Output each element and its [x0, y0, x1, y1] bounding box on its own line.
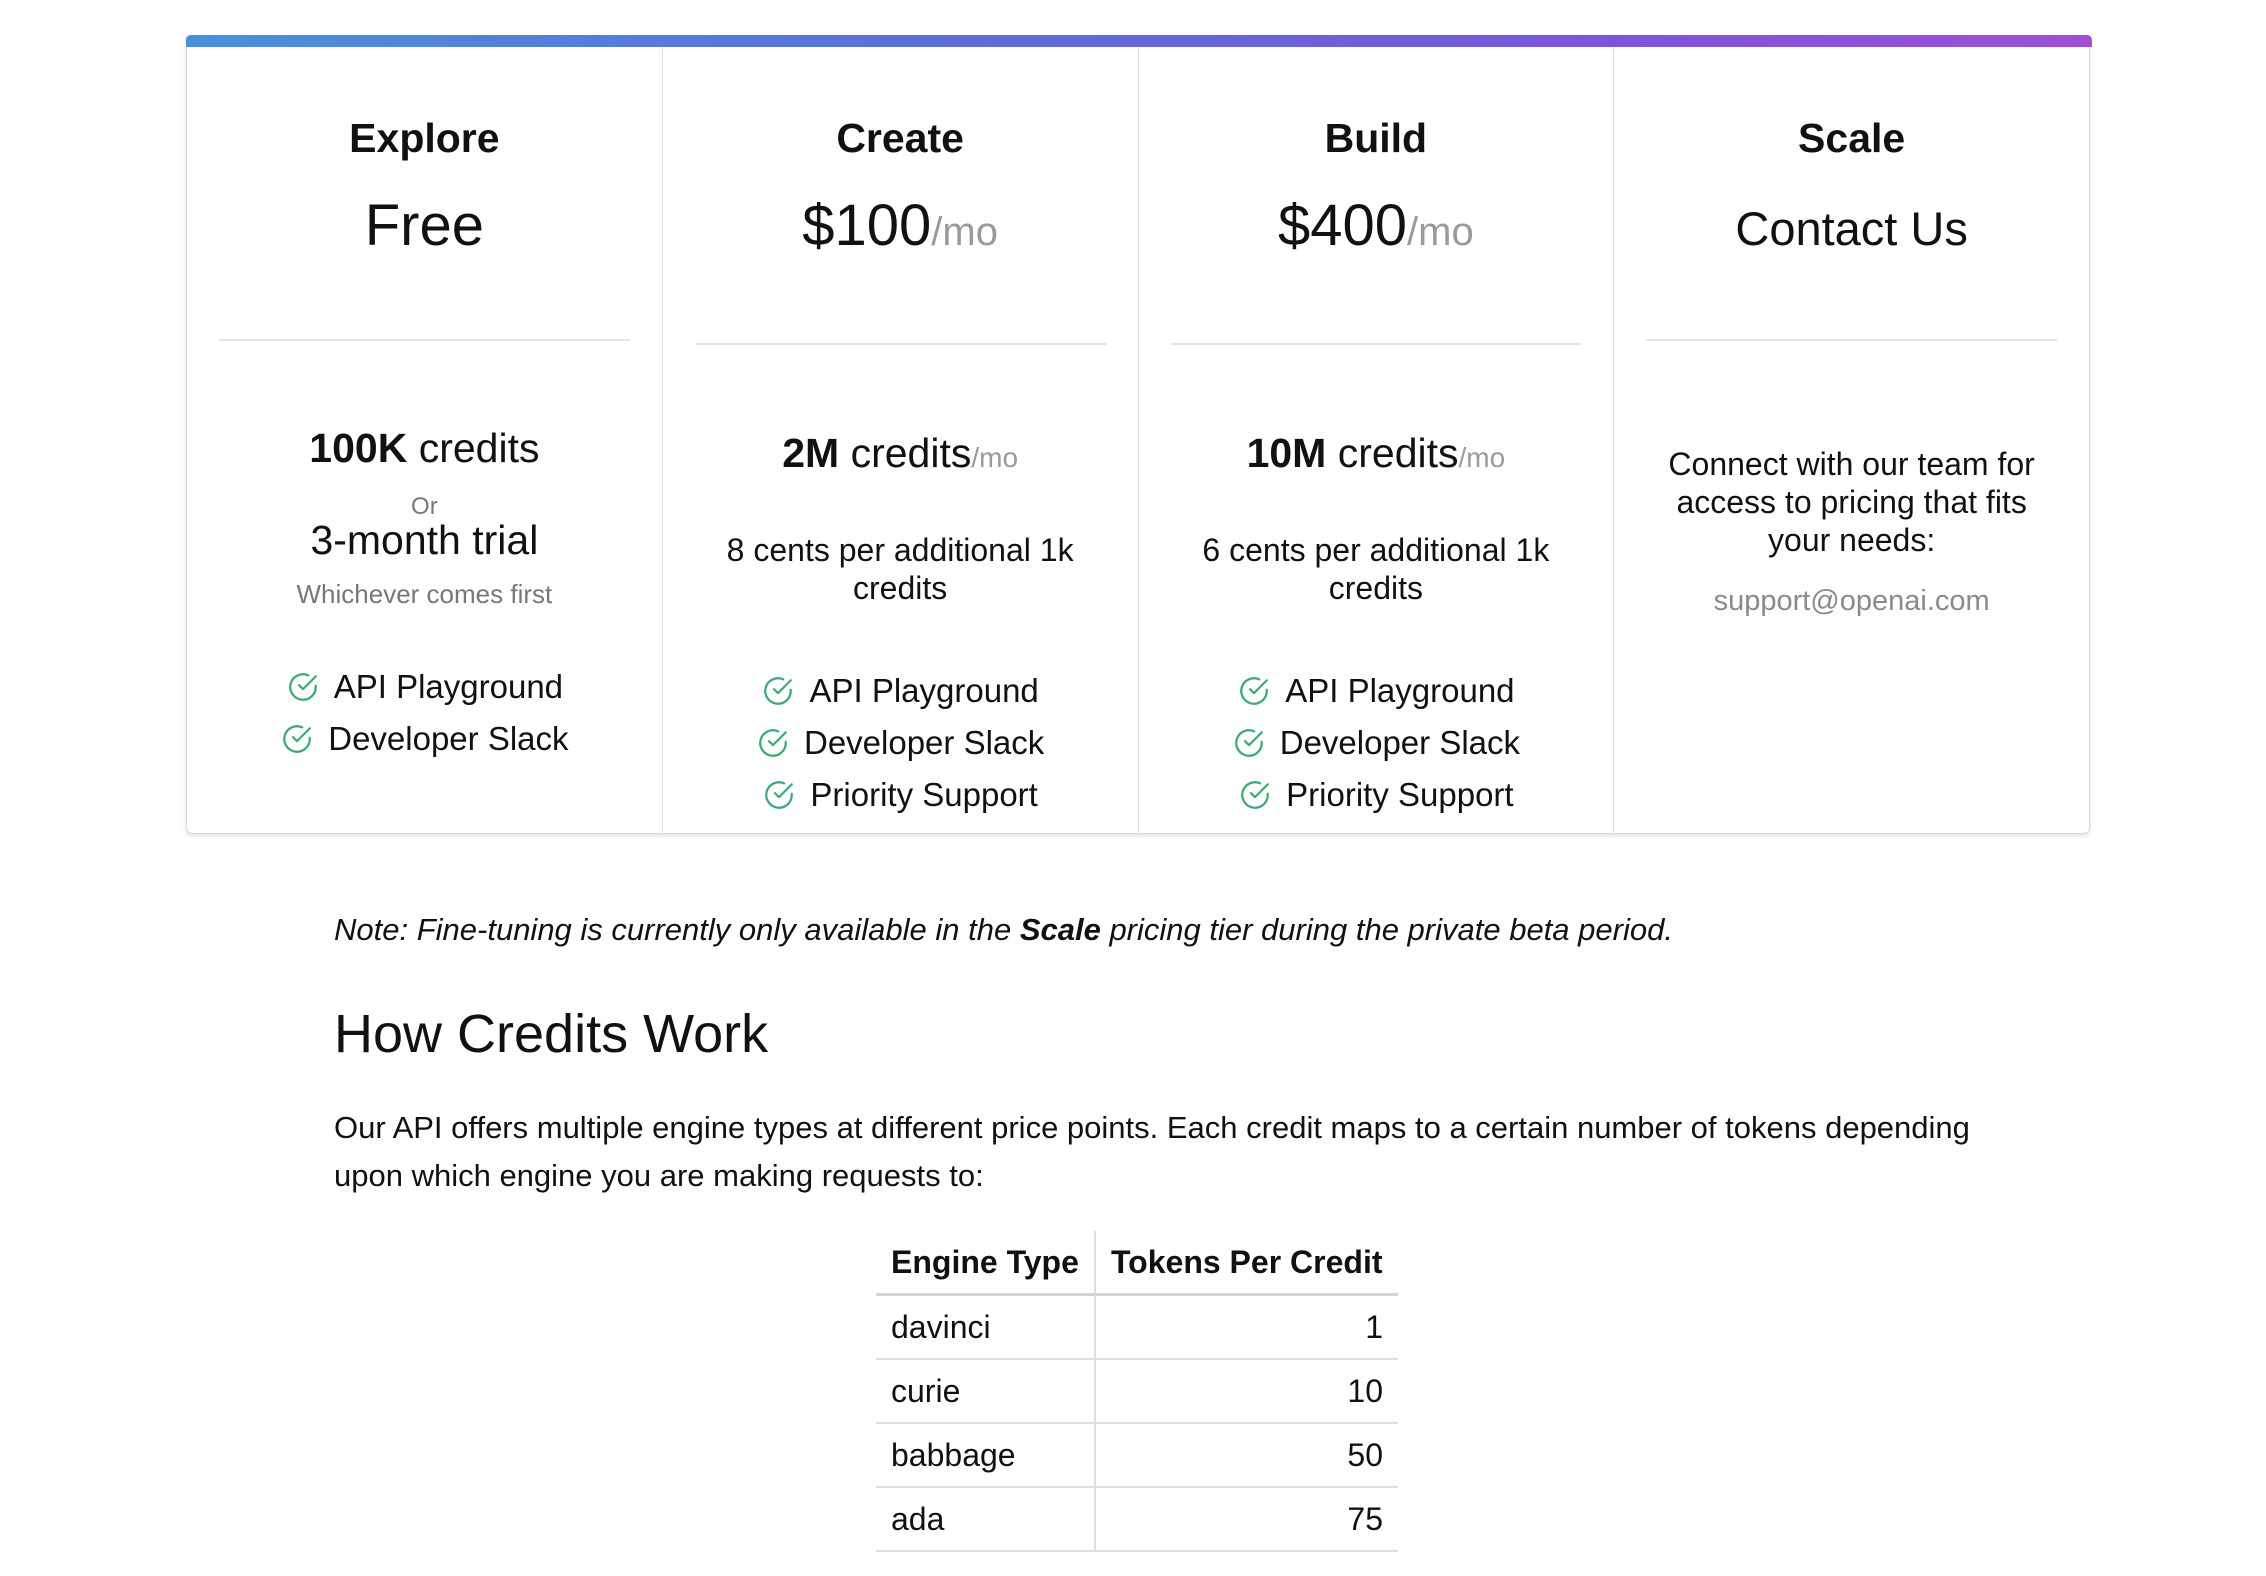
feature-label: API Playground	[333, 668, 564, 705]
feature-item	[756, 717, 1044, 769]
credits-word: credits	[850, 430, 972, 476]
note-prefix: Note: Fine-tuning is currently only available in the	[334, 912, 1020, 947]
pricing-card	[186, 36, 2090, 834]
tokens-per-credit: 10	[1095, 1359, 1398, 1423]
tier-price	[1139, 193, 1614, 258]
contact-description: Connect with our team for access to pricing that fits your needs:	[1668, 446, 2035, 558]
feature-label: API Playground	[1285, 672, 1515, 709]
table-row	[876, 1487, 1398, 1551]
tier-credits	[187, 425, 662, 472]
tier-name: Build	[1324, 115, 1428, 161]
trial-label: 3-month trial	[310, 517, 539, 563]
check-circle-icon	[1237, 674, 1271, 708]
tokens-per-credit: 1	[1095, 1295, 1398, 1360]
feature-label: Priority Support	[1286, 776, 1514, 813]
feature-item	[1232, 717, 1520, 769]
check-circle-icon	[1238, 778, 1272, 812]
fine-tuning-note	[334, 912, 1673, 948]
column-header-engine-type: Engine Type	[876, 1231, 1095, 1295]
note-suffix: pricing tier during the private beta period.	[1100, 912, 1673, 947]
price-period: /mo	[1407, 210, 1474, 254]
table-header-row	[876, 1231, 1398, 1295]
feature-label: Developer Slack	[1279, 724, 1521, 761]
check-circle-icon	[756, 726, 790, 760]
credits-amount: 10M	[1246, 430, 1327, 476]
feature-item	[286, 661, 563, 713]
tier-scale	[1614, 47, 2089, 833]
tokens-per-credit: 50	[1095, 1423, 1398, 1487]
credits-period: /mo	[1458, 442, 1506, 473]
credits-period: /mo	[971, 442, 1019, 473]
tier-name: Explore	[349, 115, 500, 161]
tier-price-value: $100	[802, 193, 932, 258]
tier-create	[663, 47, 1139, 833]
tier-credits	[663, 430, 1138, 477]
engine-name: babbage	[876, 1423, 1095, 1487]
column-header-tokens-per-credit: Tokens Per Credit	[1095, 1231, 1398, 1295]
check-circle-icon	[1232, 726, 1266, 760]
check-circle-icon	[286, 670, 320, 704]
note-emphasis: Scale	[1019, 912, 1101, 947]
credits-amount: 100K	[309, 425, 408, 471]
or-label: Or	[411, 493, 438, 520]
table-row	[876, 1295, 1398, 1360]
feature-item	[762, 769, 1037, 821]
tier-price	[1614, 202, 2089, 255]
tier-divider	[1646, 339, 2057, 341]
table-row	[876, 1423, 1398, 1487]
feature-item	[761, 665, 1038, 717]
tier-price-value: Free	[364, 193, 484, 258]
pricing-tiers	[187, 47, 2089, 833]
support-email-link[interactable]: support@openai.com	[1713, 585, 1990, 617]
tier-price-value: $400	[1278, 193, 1408, 258]
engine-name: curie	[876, 1359, 1095, 1423]
feature-item	[1238, 769, 1513, 821]
feature-list	[663, 665, 1138, 821]
tier-divider	[219, 339, 630, 341]
feature-list	[187, 661, 662, 765]
tier-build	[1139, 47, 1615, 833]
feature-item	[280, 713, 568, 765]
tier-name: Create	[836, 115, 964, 161]
tier-explore	[187, 47, 663, 833]
feature-label: Developer Slack	[803, 724, 1045, 761]
section-title: How Credits Work	[334, 1004, 769, 1064]
price-period: /mo	[931, 210, 998, 254]
feature-label: API Playground	[809, 672, 1039, 709]
feature-label: Priority Support	[810, 776, 1038, 813]
engine-name: ada	[876, 1487, 1095, 1551]
feature-item	[1237, 665, 1514, 717]
credits-paragraph: Our API offers multiple engine types at different price points. Each credit maps to a certain number of tokens depending upon which engine you are making requests to:	[334, 1110, 1970, 1193]
tokens-per-credit: 75	[1095, 1487, 1398, 1551]
check-circle-icon	[762, 778, 796, 812]
tier-price	[187, 193, 662, 258]
tier-price-value: Contact Us	[1735, 202, 1968, 255]
additional-credits-text: 6 cents per additional 1k credits	[1202, 532, 1550, 606]
additional-credits-text: 8 cents per additional 1k credits	[726, 532, 1074, 606]
engine-name: davinci	[876, 1295, 1095, 1360]
check-circle-icon	[280, 722, 314, 756]
check-circle-icon	[761, 674, 795, 708]
gradient-top-bar	[186, 35, 2092, 47]
tier-credits	[1139, 430, 1614, 477]
tier-divider	[1171, 343, 1582, 345]
credits-word: credits	[418, 425, 540, 471]
tier-divider	[695, 343, 1106, 345]
credits-word: credits	[1337, 430, 1459, 476]
tier-price	[663, 193, 1138, 258]
credits-amount: 2M	[782, 430, 840, 476]
whichever-label: Whichever comes first	[296, 579, 553, 609]
table-row	[876, 1359, 1398, 1423]
engine-table	[876, 1231, 1398, 1552]
feature-label: Developer Slack	[328, 720, 569, 757]
tier-name: Scale	[1798, 115, 1906, 161]
feature-list	[1139, 665, 1614, 821]
